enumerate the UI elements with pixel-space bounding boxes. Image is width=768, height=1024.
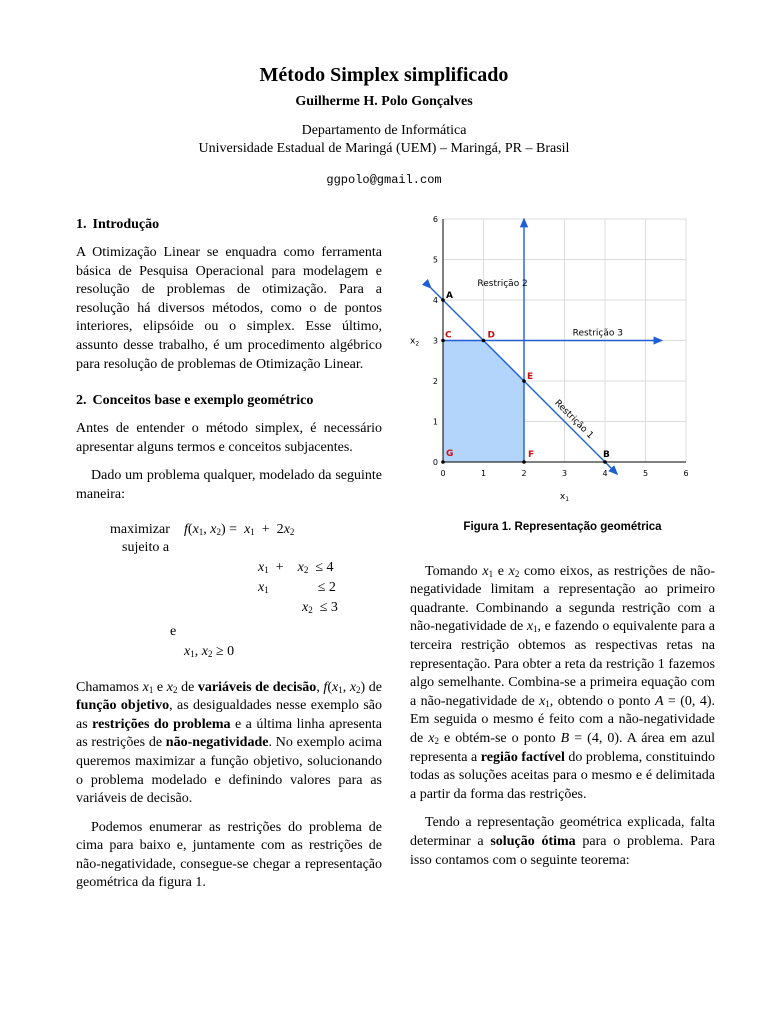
figure-caption: Figura 1. Representação geométrica (463, 521, 662, 533)
constraint-1-label: Restrição 1 (552, 398, 595, 442)
point-f (522, 460, 526, 464)
constraint-1: $x_1$ + $x_2 \le 4$ (258, 559, 334, 575)
right-column (410, 215, 716, 880)
point-label-g: G (446, 449, 454, 459)
nonnegativity-constraint: $x_1$, $x_2 \ge 0$ (184, 643, 235, 659)
geometric-chart (410, 215, 715, 510)
maximize-keyword: maximizar (110, 521, 170, 537)
y-tick-label: 4 (432, 296, 438, 305)
y-tick-label: 0 (432, 458, 438, 467)
author-email[interactable]: ggpolo@gmail.com (326, 173, 442, 187)
section-1-paragraph: A Otimização Linear se enquadra como ferramenta básica de Pesquisa Operacional para modelagem e resolução de problemas de otimização. Para a resolução há diversos métodos, como o de pontos interiores, elipsóide ou o simplex. Esse último, assunto desse trabalho, é um procedimento algébrico para resolução de problemas de Otimização Linear. (76, 245, 382, 372)
constraint-3-label: Restrição 3 (572, 328, 623, 339)
x-tick-label: 6 (683, 469, 689, 478)
point-label-b: B (603, 450, 610, 460)
constraint-2-label: Restrição 2 (477, 278, 528, 289)
y-tick-label: 5 (432, 255, 438, 265)
y-tick-label: 3 (432, 336, 438, 346)
section-2-paragraph-1: Antes de entender o método simplex, é necessário apresentar alguns termos e conceitos subjacentes. (76, 421, 382, 455)
left-column (76, 216, 382, 903)
x-axis-label: $x_1$ (559, 492, 570, 503)
lp-model (76, 519, 382, 669)
department: Departamento de Informática (301, 123, 467, 138)
point-d (482, 339, 486, 343)
point-a (441, 298, 445, 302)
point-label-c: C (445, 330, 452, 341)
x-tick-label: 1 (480, 469, 487, 478)
figure-1 (410, 215, 715, 510)
right-paragraph-2: Tendo a representação geométrica explicada, falta determinar a solução ótima para o problema. Para isso contamos com o seguinte teorema: (410, 815, 715, 868)
right-paragraph-1: Tomando $x_1$ e $x_2$ como eixos, as restrições de não-negatividade limitam a representação ao primeiro quadrante. Combinando a segunda restrição com a não-negatividade de $x_1$, e fazendo o equivalente para a terceira restrição obtemos as respectivas retas na representação. Para obter a reta da restrição 1 fazemos algo semelhante. Combina-se a primeira equação com a não-negatividade de $x_1$, obtendo o ponto A = (0, 4). Em seguida o mesmo é feito com a não-negatividade de $x_2$ e obtém-se o ponto B = (4, 0). A área em azul representa a região factível do problema, constituindo todas as soluções aceitas para o mesmo e é delimitada a partir da forma das restrições. (410, 563, 716, 802)
point-b (603, 460, 607, 464)
point-label-a: A (446, 291, 453, 301)
section-2-paragraph-4: Podemos enumerar as restrições do problema de cima para baixo e, juntamente com as restrições de não-negatividade, consegue-se chegar a representação geométrica da figura 1. (76, 819, 382, 891)
section-2-paragraph-2: Dado um problema qualquer, modelado da seguinte maneira: (76, 468, 382, 502)
x-tick-label: 2 (521, 469, 527, 478)
x-tick-label: 4 (602, 469, 608, 478)
y-tick-label: 6 (432, 215, 438, 224)
x-tick-label: 3 (561, 469, 568, 478)
point-label-e: E (527, 372, 534, 382)
point-label-d: D (487, 330, 495, 341)
subject-to-keyword: sujeito a (122, 539, 170, 555)
x-tick-label: 0 (440, 469, 446, 478)
paper-title: Método Simplex simplificado (259, 64, 509, 86)
paper-header (0, 62, 768, 188)
feasible-region (443, 341, 524, 463)
x-tick-label: 5 (642, 469, 649, 478)
section-2-paragraph-3: Chamamos $x_1$ e $x_2$ de variáveis de decisão, $f(x_1$, $x_2$) de função objetivo, as desigualdades nesse exemplo são as restrições do problema e a última linha apresenta as restrições de não-negatividade. No exemplo acima queremos maximizar a função objetivo, solucionando o problema modelado e definindo valores para as variáveis de decisão. (76, 679, 383, 807)
and-keyword: e (170, 623, 177, 639)
constraint-3: $x_2 \le 3$ (302, 599, 338, 615)
point-g (441, 460, 445, 464)
point-label-f: F (528, 450, 535, 460)
y-tick-label: 1 (432, 417, 438, 427)
objective-function: $f(x_1$, $x_2) = x_1 + 2x_2$ (184, 521, 295, 537)
y-axis-label: $x_2$ (410, 336, 420, 348)
constraint-2: $x_1$ ≤ 2 (258, 579, 336, 595)
author-name: Guilherme H. Polo Gonçalves (295, 94, 473, 109)
section-1-heading: 1. Introdução (76, 217, 160, 232)
y-tick-label: 2 (432, 377, 438, 386)
university: Universidade Estadual de Maringá (UEM) – Maringá, PR – Brasil (198, 141, 570, 156)
point-e (522, 379, 526, 383)
section-2-heading: 2. Conceitos base e exemplo geométrico (76, 393, 314, 409)
